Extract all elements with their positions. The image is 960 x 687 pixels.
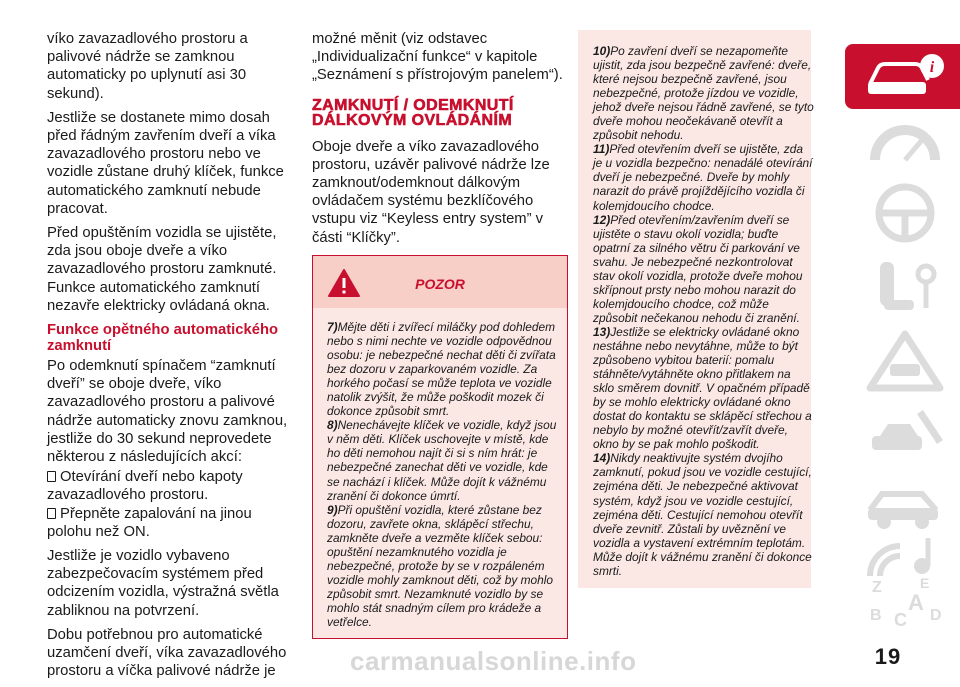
svg-text:A: A: [908, 590, 924, 615]
bullet-text: Přepněte zapalování na jinou polohu než ON.: [47, 505, 252, 540]
note-number: 13): [593, 324, 611, 339]
checkbox-bullet-icon: [47, 471, 56, 482]
note-number: 10): [593, 44, 611, 58]
note-text: Po zavření dveří se nezapomeňte ujistit, zda jsou bezpečně zavřené: dveře, které nejsou bezpečně zavřené, jsou nebezpečné, protože jízdou ve vozidle, jehož dveře nejsou řádně zavřené, se tyto dveře mohou neočekávaně otevřít a způsobit nehodu.: [593, 44, 814, 143]
column-3-notes: [578, 30, 814, 588]
paragraph: Jestliže je vozidlo vybaveno zabezpečovacím systémem před odcizením vozidla, výstražná světla zabliknou na potvrzení.: [47, 548, 279, 619]
note-number: 14): [593, 451, 611, 466]
bullet-item: [47, 505, 297, 541]
svg-text:E: E: [920, 575, 930, 591]
note-number: 11): [593, 142, 610, 157]
note-text: Při opuštění vozidla, které zůstane bez dozoru, zavřete okna, sklápěcí střechu, zamkněte dveře a vezměte klíček sebou: opuštění nezamknutého vozidla je nebezpečné, protože by se v rozpáleném vozidle mohly zamknout děti, což by mohlo způsobit smrt. Nezamknuté vozidlo by se mohlo stát snadným cílem pro krádeže a vetřelce.: [327, 502, 554, 629]
alphabet-index-icon[interactable]: [860, 570, 950, 636]
subheading: Funkce opětného automatického zamknutí: [47, 322, 279, 355]
watermark: carmanualsonline.info: [350, 646, 637, 676]
chapter-sidebar: [845, 30, 960, 640]
paragraph: Jestliže se dostanete mimo dosah před řádným zavřením dveří a víka zavazadlového prostoru nebo ve vozidle zůstane druhý klíček, funkce automatického zamknutí nebude pracovat.: [47, 109, 284, 217]
warning-note: [593, 142, 815, 212]
note-number: 12): [593, 212, 611, 227]
warning-note: [593, 213, 815, 325]
seat-key-icon[interactable]: [860, 252, 950, 318]
warning-title: POZOR: [415, 276, 465, 292]
checkbox-bullet-icon: [47, 508, 56, 519]
car-info-icon[interactable]: [860, 44, 950, 110]
bullet-item: [47, 468, 297, 504]
warning-box: [312, 255, 568, 639]
svg-text:D: D: [930, 607, 942, 624]
note-number: 9): [327, 502, 338, 517]
paragraph: Oboje dveře a víko zavazadlového prostoru, uzávěr palivové nádrže lze zamknout/odemknout dálkovým ovládačem systému bezklíčového vstupu viz “Keyless entry system” v části “Klíčky”.: [312, 138, 550, 246]
page-number: 19: [874, 644, 902, 669]
section-heading-line: DÁLKOVÝM OVLÁDÁNÍM: [312, 111, 513, 129]
warning-notes: [327, 320, 563, 629]
note-text: Nenechávejte klíček ve vozidle, když jsou v něm děti. Klíček uschovejte v místě, kde ho děti nemohou najít či si s ním hrát: je nebezpečné zanechat děti ve vozidle, kde se nachází i klíček. Může dojít k vážnému zranění či dokonce úmrtí.: [327, 418, 557, 503]
bullet-text: Otevírání dveří nebo kapoty zavazadlového prostoru.: [47, 469, 243, 504]
note-text: Mějte děti i zvířecí miláčky pod dohledem nebo s nimi nechte ve vozidle odpovědnou osobu: je nebezpečné nechat děti či zvířata bez dozoru v zaparkovaném vozidle. Za horkého počasí se může teplota ve vozidle natolik zvýšit, že může poškodit mozek či dokonce způsobit smrt.: [327, 320, 556, 419]
paragraph: Před opuštěním vozidla se ujistěte, zda jsou oboje dveře a víko zavazadlového prostoru zamknuté. Funkce automatického zamknutí nezavře elektricky ovládaná okna.: [47, 225, 277, 314]
note-text: Jestliže se elektricky ovládané okno nestáhne nebo nevytáhne, může to být způsobeno vybitou baterií: pomalu stáhněte/vytáhněte okno přitlakem na sklo směrem dovnitř. V opačném případě by se mohlo elektricky ovládané okno dostat do kontaktu se sklápěcí střechou a nebylo by možné otevřít/zavřít dveře, okno by se pak mohlo poškodit.: [593, 324, 812, 452]
paragraph: Po odemknutí spínačem “zamknutí dveří” se oboje dveře, víko zavazadlového prostoru a palivové nádrže automaticky znovu zamknou, jestliže do 30 sekund neprovedete některou z následujících akcí:: [47, 358, 288, 466]
steering-wheel-icon[interactable]: [860, 180, 950, 246]
section-heading-line: ZAMKNUTÍ / ODEMKNUTÍ: [312, 96, 514, 114]
warning-note: [327, 503, 563, 629]
warning-note: [593, 325, 815, 451]
svg-text:Z: Z: [872, 579, 882, 596]
column-1: [47, 30, 297, 687]
column-2: [312, 30, 570, 253]
wrench-car-icon[interactable]: [860, 402, 950, 468]
paragraph: víko zavazadlového prostoru a palivové nádrže se zamknou automaticky po uplynutí asi 30 sekund).: [47, 31, 248, 102]
svg-text:C: C: [894, 610, 907, 630]
note-number: 7): [327, 320, 338, 334]
warning-triangle-car-icon[interactable]: [860, 328, 950, 394]
warning-note: [327, 418, 563, 502]
warning-note: [327, 320, 563, 418]
section-heading: [312, 98, 570, 128]
paragraph: Dobu potřebnou pro automatické uzamčení dveří, víka zavazadlového prostoru a víčka palivové nádrže je: [47, 626, 287, 680]
svg-text:i: i: [929, 59, 935, 76]
warning-note: [593, 451, 815, 577]
warning-note: [593, 44, 815, 142]
notes-list: [578, 30, 815, 578]
note-text: Před otevřením/zavřením dveří se ujistěte o stavu okolí vozidla; buďte opatrní za silného větru či parkování ve svahu. Je nebezpečné nezkontrolovat stav okolí vozidla, protože dveře mohou skřípnout prsty nebo mohou narazit do kolemjdoucího chodce, což může způsobit nečekanou nehodu či zranění.: [593, 212, 803, 325]
note-text: Před otevřením dveří se ujistěte, zda je u vozidla bezpečno: nenadálé otevírání dveří je nebezpečné. Dveře by mohly narazit do právě projíždějícího vozidla či kolemjdoucího chodce.: [593, 142, 813, 213]
paragraph: možné měnit (viz odstavec „Individualizační funkce“ v kapitole „Seznámení s přístrojovým panelem“).: [312, 31, 563, 84]
svg-text:B: B: [870, 607, 882, 624]
dashboard-gauge-icon[interactable]: [860, 110, 950, 176]
warning-header: [313, 256, 567, 308]
note-text: Nikdy neaktivujte systém dvojího zamknutí, pokud jsou ve vozidle cestující, zejména děti. Je nebezpečné aktivovat systém, když jsou ve vozidle cestující, zejména děti. Cestující nemohou otevřít dveře zevnitř. Zůstali by uvěznění ve vozidla a vystavení extrémním teplotám. Může dojít k vážnému zranění či dokonce smrti.: [593, 451, 812, 578]
note-number: 8): [327, 418, 338, 433]
